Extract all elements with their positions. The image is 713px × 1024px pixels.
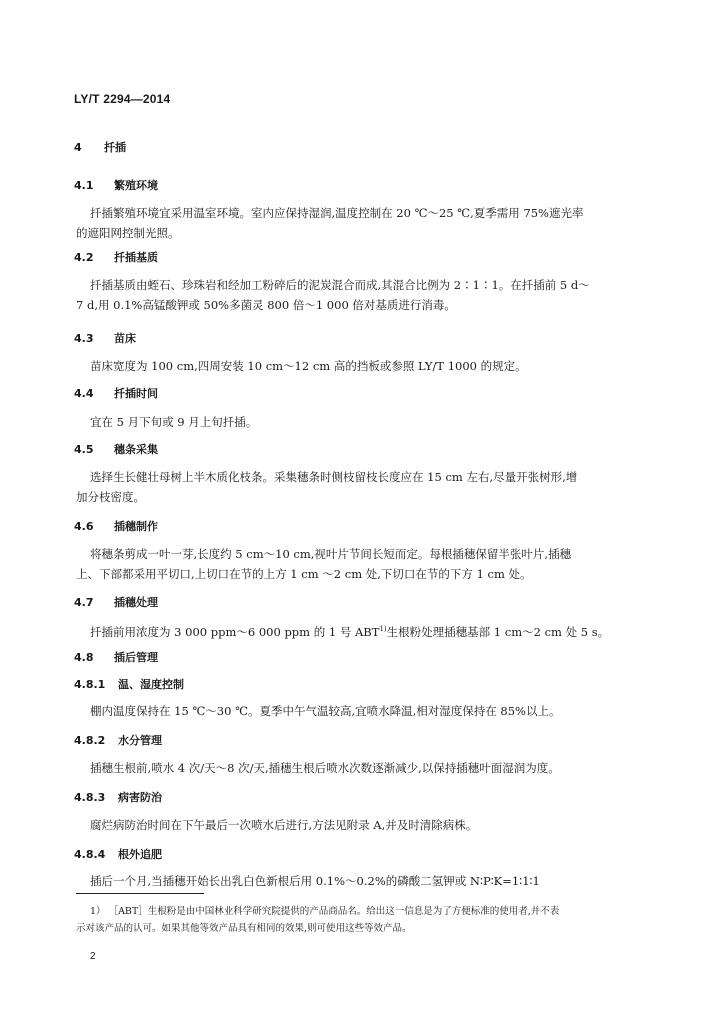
section-heading-4-8-4: 4.8.4 根外追肥 bbox=[74, 848, 162, 861]
paragraph-4-2-line2: 7 d,用 0.1%高锰酸钾或 50%多菌灵 800 倍～1 000 倍对基质进行消毒。 bbox=[76, 298, 456, 312]
paragraph-4-6-line1: 将穗条剪成一叶一芽,长度约 5 cm～10 cm,视叶片节间长短而定。每根插穗保留半张叶片,插穗 bbox=[90, 547, 572, 561]
paragraph-4-8-3: 腐烂病防治时间在下午最后一次喷水后进行,方法见附录 A,并及时清除病株。 bbox=[90, 818, 478, 832]
section-heading-4-3: 4.3 苗床 bbox=[74, 332, 136, 345]
page-number: 2 bbox=[90, 951, 96, 962]
section-heading-4-1: 4.1 繁殖环境 bbox=[74, 179, 158, 192]
paragraph-4-8-2: 插穗生根前,喷水 4 次/天～8 次/天,插穗生根后喷水次数逐渐减少,以保持插穗叶面湿润为度。 bbox=[90, 761, 560, 775]
paragraph-4-8-4: 插后一个月,当插穗开始长出乳白色新根后用 0.1%～0.2%的磷酸二氢钾或 N∶P∶K=1∶1∶1 bbox=[90, 874, 540, 888]
footnote-divider bbox=[76, 893, 204, 894]
paragraph-4-2-line1: 扦插基质由蛭石、珍珠岩和经加工粉碎后的泥炭混合而成,其混合比例为 2∶1∶1。在扦插前 5 d～ bbox=[90, 278, 590, 292]
section-heading-4-8: 4.8 插后管理 bbox=[74, 651, 158, 664]
standard-code: LY/T 2294—2014 bbox=[74, 92, 171, 106]
section-heading-4-6: 4.6 插穗制作 bbox=[74, 520, 158, 533]
footnote-line1: 1） ［ABT］生根粉是由中国林业科学研究院提供的产品商品名。给出这一信息是为了方便标准的使用者,并不表 bbox=[90, 906, 560, 917]
section-heading-4: 4 扦插 bbox=[74, 141, 126, 154]
paragraph-4-3: 苗床宽度为 100 cm,四周安装 10 cm～12 cm 高的挡板或参照 LY/T 1000 的规定。 bbox=[90, 359, 527, 373]
paragraph-4-6-line2: 上、下部都采用平切口,上切口在节的上方 1 cm ～2 cm 处,下切口在节的下方 1 cm 处。 bbox=[76, 567, 532, 581]
paragraph-4-4: 宜在 5 月下旬或 9 月上旬扦插。 bbox=[90, 415, 258, 429]
footnote-line2: 示对该产品的认可。如果其他等效产品具有相同的效果,则可使用这些等效产品。 bbox=[76, 923, 412, 934]
paragraph-4-5-line2: 加分枝密度。 bbox=[76, 490, 145, 504]
paragraph-4-7: 扦插前用浓度为 3 000 ppm～6 000 ppm 的 1 号 ABT$^{1)}$生根粉处理插穗基部 1 cm～2 cm 处 5 s。 bbox=[90, 624, 610, 639]
paragraph-4-5-line1: 选择生长健壮母树上半木质化枝条。采集穗条时侧枝留枝长度应在 15 cm 左右,尽量开张树形,增 bbox=[90, 470, 578, 484]
section-heading-4-8-2: 4.8.2 水分管理 bbox=[74, 734, 162, 747]
paragraph-4-8-1: 棚内温度保持在 15 ℃～30 ℃。夏季中午气温较高,宜喷水降温,相对湿度保持在 85%以上。 bbox=[90, 704, 561, 718]
section-heading-4-5: 4.5 穗条采集 bbox=[74, 443, 158, 456]
section-heading-4-4: 4.4 扦插时间 bbox=[74, 387, 158, 400]
section-heading-4-2: 4.2 扦插基质 bbox=[74, 251, 158, 264]
paragraph-4-1-line2: 的遮阳网控制光照。 bbox=[76, 226, 180, 240]
paragraph-4-1-line1: 扦插繁殖环境宜采用温室环境。室内应保持湿润,温度控制在 20 ℃～25 ℃,夏季需用 75%遮光率 bbox=[90, 206, 584, 220]
section-heading-4-7: 4.7 插穗处理 bbox=[74, 596, 158, 609]
footnote-ref: 1) bbox=[379, 625, 387, 633]
section-heading-4-8-1: 4.8.1 温、湿度控制 bbox=[74, 678, 184, 691]
section-heading-4-8-3: 4.8.3 病害防治 bbox=[74, 791, 162, 804]
